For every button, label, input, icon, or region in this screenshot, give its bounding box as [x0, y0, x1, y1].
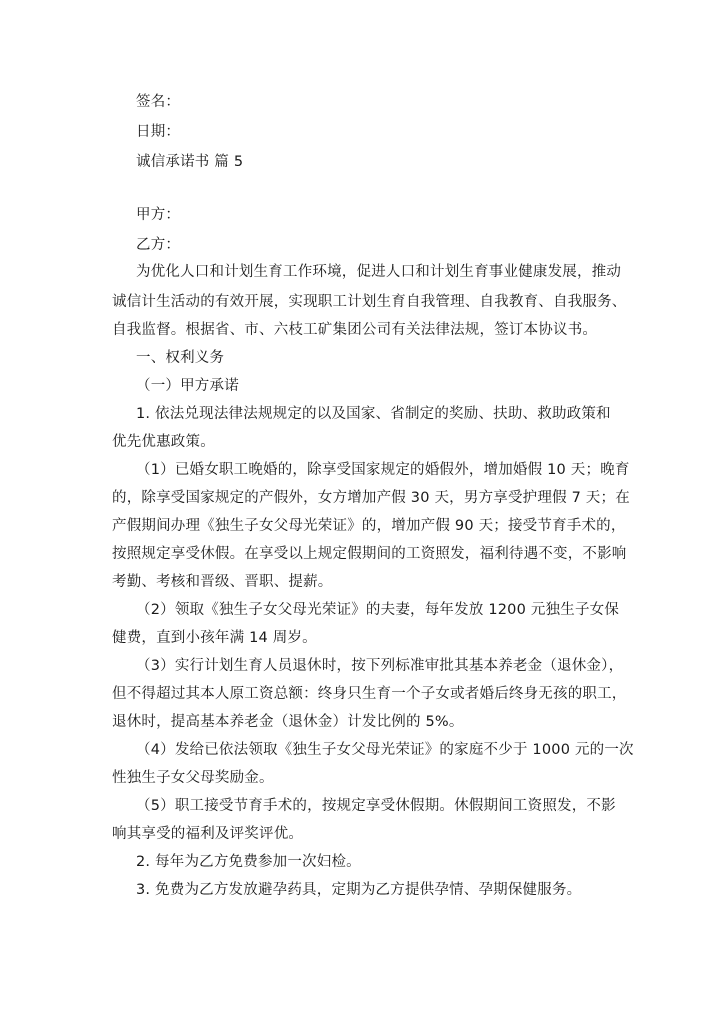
sub-1-line-5: 考勤、考核和晋级、晋职、提薪。 [112, 574, 333, 590]
signature-label: 签名： [136, 94, 181, 110]
intro-line-1: 为优化人口和计划生育工作环境，促进人口和计划生育事业健康发展，推动 [136, 264, 622, 280]
sub-1-line-3: 产假期间办理《独生子女父母光荣证》的，增加产假 90 天；接受节育手术的， [112, 518, 626, 534]
sub-5-line-1: （5）职工接受节育手术的，按规定享受休假期。休假期间工资照发，不影 [136, 798, 616, 814]
party-a-label: 甲方： [136, 207, 181, 223]
intro-line-3: 自我监督。根据省、市、六枝工矿集团公司有关法律法规，签订本协议书。 [112, 322, 598, 338]
date-label: 日期： [136, 124, 181, 140]
sub-4-line-2: 性独生子女父母奖励金。 [112, 770, 274, 786]
section-title: 诚信承诺书 篇 5 [136, 154, 244, 170]
heading-rights-obligations: 一、权利义务 [136, 350, 225, 366]
heading-party-a-promises: （一）甲方承诺 [136, 378, 239, 394]
intro-line-2: 诚信计生活动的有效开展，实现职工计划生育自我管理、自我教育、自我服务、 [112, 294, 627, 310]
sub-1-line-4: 按照规定享受休假。在享受以上规定假期间的工资照发，福利待遇不变，不影响 [112, 546, 627, 562]
sub-1-line-1: （1）已婚女职工晚婚的，除享受国家规定的婚假外，增加婚假 10 天；晚育 [136, 462, 630, 478]
sub-5-line-2: 响其享受的福利及评奖评优。 [112, 826, 304, 842]
party-b-label: 乙方： [136, 237, 181, 253]
item-1-line-1: 1. 依法兑现法律法规规定的以及国家、省制定的奖励、扶助、救助政策和 [136, 406, 611, 422]
item-2: 2. 每年为乙方免费参加一次妇检。 [136, 854, 361, 870]
sub-1-line-2: 的，除享受国家规定的产假外，女方增加产假 30 天，男方享受护理假 7 天；在 [112, 490, 630, 506]
item-1-line-2: 优先优惠政策。 [112, 434, 215, 450]
item-3: 3. 免费为乙方发放避孕药具，定期为乙方提供孕情、孕期保健服务。 [136, 882, 582, 898]
sub-3-line-3: 退休时，提高基本养老金（退休金）计发比例的 5%。 [112, 714, 464, 730]
sub-4-line-1: （4）发给已依法领取《独生子女父母光荣证》的家庭不少于 1000 元的一次 [136, 742, 634, 758]
sub-2-line-1: （2）领取《独生子女父母光荣证》的夫妻，每年发放 1200 元独生子女保 [136, 602, 620, 618]
sub-3-line-1: （3）实行计划生育人员退休时，按下列标准审批其基本养老金（退休金）， [136, 658, 624, 674]
sub-3-line-2: 但不得超过其本人原工资总额：终身只生育一个子女或者婚后终身无孩的职工， [112, 686, 627, 702]
sub-2-line-2: 健费，直到小孩年满 14 周岁。 [112, 630, 317, 646]
